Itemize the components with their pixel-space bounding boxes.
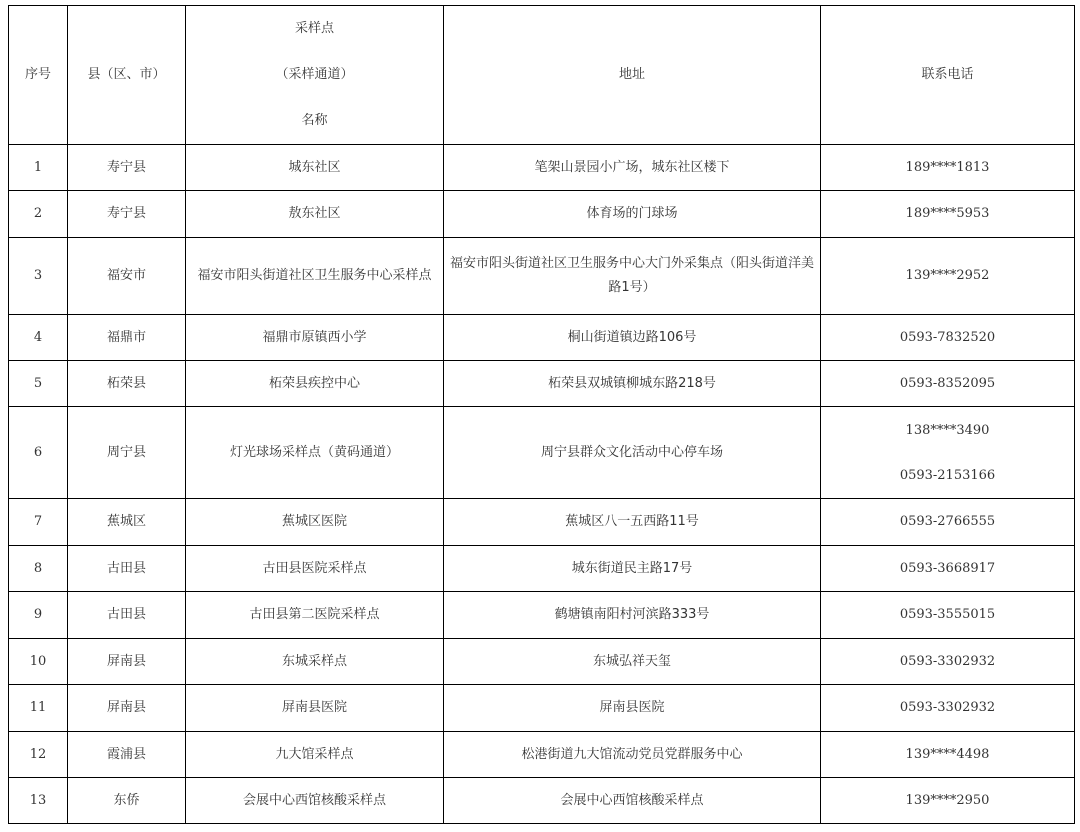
cell-address: 笔架山景园小广场，城东社区楼下 bbox=[444, 145, 821, 191]
cell-phone bbox=[821, 315, 1075, 361]
cell-site: 九大馆采样点 bbox=[186, 732, 444, 778]
cell-county: 古田县 bbox=[68, 592, 186, 639]
cell-phone bbox=[821, 191, 1075, 238]
header-no: 序号 bbox=[9, 6, 68, 145]
cell-address: 周宁县群众文化活动中心停车场 bbox=[444, 407, 821, 499]
cell-county: 福安市 bbox=[68, 238, 186, 315]
cell-county: 东侨 bbox=[68, 778, 186, 824]
table-row bbox=[9, 145, 1075, 191]
cell-phone bbox=[821, 145, 1075, 191]
table-row bbox=[9, 592, 1075, 639]
table-row bbox=[9, 685, 1075, 732]
phone-number: 139****4498 bbox=[905, 746, 990, 762]
cell-site: 东城采样点 bbox=[186, 639, 444, 685]
cell-phone bbox=[821, 361, 1075, 407]
cell-phone bbox=[821, 592, 1075, 639]
cell-address: 松港街道九大馆流动党员党群服务中心 bbox=[444, 732, 821, 778]
cell-no: 5 bbox=[9, 361, 68, 407]
cell-no: 3 bbox=[9, 238, 68, 315]
cell-address: 会展中心西馆核酸采样点 bbox=[444, 778, 821, 824]
phone-number: 189****5953 bbox=[905, 206, 990, 221]
cell-site: 蕉城区医院 bbox=[186, 499, 444, 546]
cell-no: 7 bbox=[9, 499, 68, 546]
table-row bbox=[9, 407, 1075, 499]
cell-phone bbox=[821, 778, 1075, 824]
table-row bbox=[9, 191, 1075, 238]
cell-site: 古田县医院采样点 bbox=[186, 546, 444, 592]
phone-number: 0593-2153166 bbox=[899, 467, 996, 483]
cell-site: 会展中心西馆核酸采样点 bbox=[186, 778, 444, 824]
cell-phone bbox=[821, 546, 1075, 592]
cell-no: 6 bbox=[9, 407, 68, 499]
phone-number: 0593-3555015 bbox=[899, 607, 996, 622]
cell-county: 柘荣县 bbox=[68, 361, 186, 407]
cell-address: 鹤塘镇南阳村河滨路333号 bbox=[444, 592, 821, 639]
cell-no: 13 bbox=[9, 778, 68, 824]
cell-address: 城东街道民主路17号 bbox=[444, 546, 821, 592]
cell-county: 屏南县 bbox=[68, 685, 186, 732]
cell-address: 体育场的门球场 bbox=[444, 191, 821, 238]
phone-number: 189****1813 bbox=[905, 159, 990, 175]
header-address: 地址 bbox=[444, 6, 821, 145]
cell-address: 东城弘祥天玺 bbox=[444, 639, 821, 685]
cell-site: 柘荣县疾控中心 bbox=[186, 361, 444, 407]
table-row bbox=[9, 546, 1075, 592]
cell-county: 寿宁县 bbox=[68, 191, 186, 238]
cell-address: 柘荣县双城镇柳城东路218号 bbox=[444, 361, 821, 407]
table-row bbox=[9, 361, 1075, 407]
cell-no: 4 bbox=[9, 315, 68, 361]
phone-number: 0593-3302932 bbox=[899, 653, 996, 669]
phone-number: 138****3490 bbox=[905, 422, 990, 438]
cell-county: 周宁县 bbox=[68, 407, 186, 499]
cell-county: 屏南县 bbox=[68, 639, 186, 685]
cell-address: 屏南县医院 bbox=[444, 685, 821, 732]
cell-phone bbox=[821, 639, 1075, 685]
cell-no: 2 bbox=[9, 191, 68, 238]
cell-site: 敖东社区 bbox=[186, 191, 444, 238]
cell-address: 蕉城区八一五西路11号 bbox=[444, 499, 821, 546]
phone-number: 0593-2766555 bbox=[899, 514, 996, 529]
cell-phone bbox=[821, 407, 1075, 499]
phone-number: 0593-3668917 bbox=[899, 560, 996, 576]
cell-site: 城东社区 bbox=[186, 145, 444, 191]
header-site-line: 采样点 bbox=[294, 21, 334, 36]
cell-site: 灯光球场采样点（黄码通道） bbox=[186, 407, 444, 499]
phone-number: 0593-3302932 bbox=[899, 700, 996, 715]
cell-phone bbox=[821, 732, 1075, 778]
table-header-row bbox=[9, 6, 1075, 145]
cell-county: 古田县 bbox=[68, 546, 186, 592]
sampling-site-table-container bbox=[8, 5, 1075, 824]
header-site-line: （采样通道） bbox=[275, 67, 354, 82]
phone-number: 0593-7832520 bbox=[899, 329, 996, 345]
table-row bbox=[9, 499, 1075, 546]
cell-county: 蕉城区 bbox=[68, 499, 186, 546]
cell-no: 1 bbox=[9, 145, 68, 191]
cell-address: 桐山街道镇边路106号 bbox=[444, 315, 821, 361]
cell-site: 福鼎市原镇西小学 bbox=[186, 315, 444, 361]
cell-phone bbox=[821, 238, 1075, 315]
table-row bbox=[9, 778, 1075, 824]
cell-no: 10 bbox=[9, 639, 68, 685]
cell-phone bbox=[821, 499, 1075, 546]
table-row bbox=[9, 639, 1075, 685]
phone-number: 139****2950 bbox=[905, 792, 990, 808]
cell-address: 福安市阳头街道社区卫生服务中心大门外采集点（阳头街道洋美路1号） bbox=[444, 238, 821, 315]
cell-no: 11 bbox=[9, 685, 68, 732]
header-site-line: 名称 bbox=[301, 113, 328, 128]
header-phone: 联系电话 bbox=[821, 6, 1075, 145]
cell-county: 霞浦县 bbox=[68, 732, 186, 778]
cell-county: 福鼎市 bbox=[68, 315, 186, 361]
table-row bbox=[9, 238, 1075, 315]
table-row bbox=[9, 315, 1075, 361]
cell-site: 福安市阳头街道社区卫生服务中心采样点 bbox=[186, 238, 444, 315]
cell-county: 寿宁县 bbox=[68, 145, 186, 191]
phone-number: 0593-8352095 bbox=[899, 375, 996, 391]
cell-site: 屏南县医院 bbox=[186, 685, 444, 732]
cell-site: 古田县第二医院采样点 bbox=[186, 592, 444, 639]
phone-number: 139****2952 bbox=[905, 268, 990, 283]
header-county: 县（区、市） bbox=[68, 6, 186, 145]
cell-no: 8 bbox=[9, 546, 68, 592]
header-site bbox=[186, 6, 444, 145]
table-row bbox=[9, 732, 1075, 778]
cell-no: 12 bbox=[9, 732, 68, 778]
cell-no: 9 bbox=[9, 592, 68, 639]
sampling-site-table bbox=[8, 5, 1075, 824]
cell-phone bbox=[821, 685, 1075, 732]
